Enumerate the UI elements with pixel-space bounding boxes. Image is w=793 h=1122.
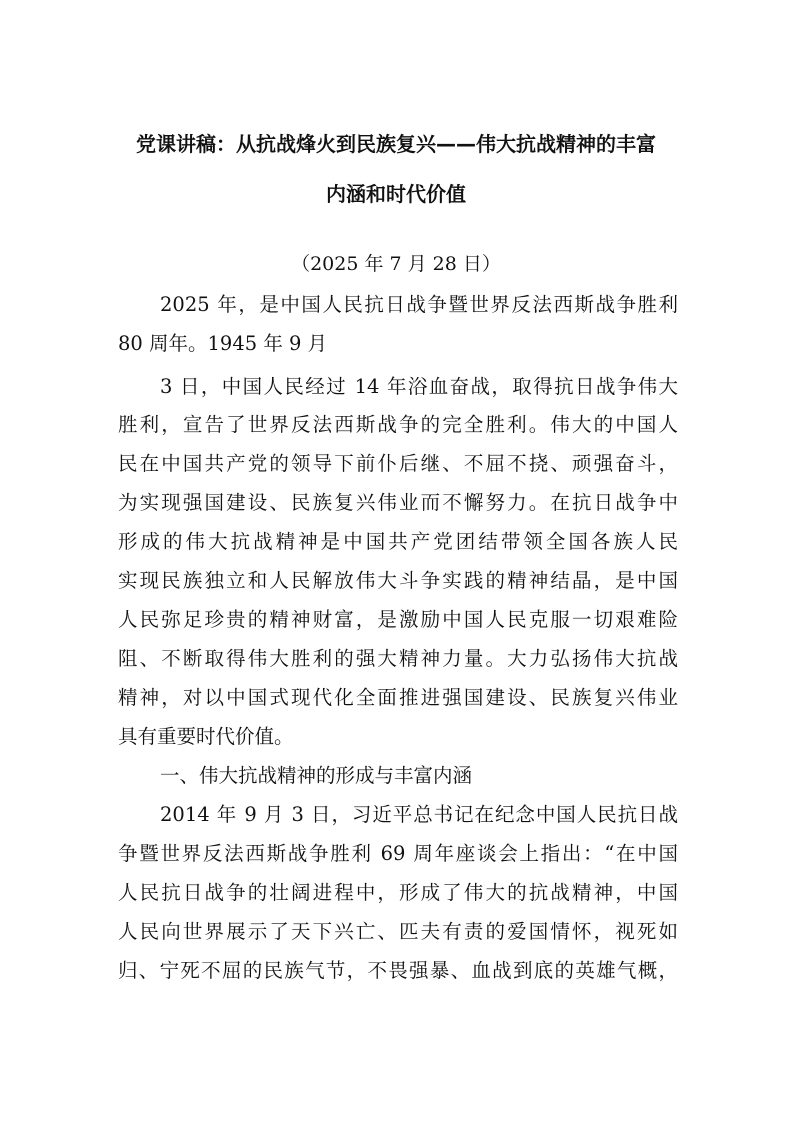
paragraph-line: 阻、不断取得伟大胜利的强大精神力量。大力弘扬伟大抗战 — [118, 647, 678, 670]
paragraph-line: 2014 年 9 月 3 日，习近平总书记在纪念中国人民抗日战 — [160, 803, 678, 826]
paragraph-line: 实现民族独立和人民解放伟大斗争实践的精神结晶，是中国 — [118, 569, 678, 592]
paragraph-line: 争暨世界反法西斯战争胜利 69 周年座谈会上指出：“在中国 — [118, 842, 678, 865]
paragraph-line: 2025 年，是中国人民抗日战争暨世界反法西斯战争胜利 — [160, 293, 678, 316]
paragraph-line: 为实现强国建设、民族复兴伟业而不懈努力。在抗日战争中 — [118, 491, 678, 514]
document-date: （2025 年 7 月 28 日） — [291, 253, 501, 275]
paragraph-line: 归、宁死不屈的民族气节，不畏强暴、血战到底的英雄气概， — [118, 959, 678, 982]
paragraph-line: 民在中国共产党的领导下前仆后继、不屈不挠、顽强奋斗， — [118, 452, 678, 475]
paragraph-line: 3 日，中国人民经过 14 年浴血奋战，取得抗日战争伟大 — [160, 375, 678, 398]
paragraph-line: 人民弥足珍贵的精神财富，是激励中国人民克服一切艰难险 — [118, 608, 678, 631]
document-title-line-2: 内涵和时代价值 — [326, 182, 466, 206]
paragraph-line: 形成的伟大抗战精神是中国共产党团结带领全国各族人民 — [118, 530, 678, 553]
paragraph-line: 胜利，宣告了世界反法西斯战争的完全胜利。伟大的中国人 — [118, 413, 678, 436]
paragraph-line: 具有重要时代价值。 — [118, 725, 294, 748]
section-heading: 一、伟大抗战精神的形成与丰富内涵 — [160, 764, 473, 787]
paragraph-line: 精神，对以中国式现代化全面推进强国建设、民族复兴伟业 — [118, 686, 678, 709]
paragraph-line: 80 周年。1945 年 9 月 — [118, 332, 328, 355]
paragraph-line: 人民抗日战争的壮阔进程中，形成了伟大的抗战精神，中国 — [118, 881, 678, 904]
document-title-line-1: 党课讲稿：从抗战烽火到民族复兴——伟大抗战精神的丰富 — [136, 132, 656, 156]
paragraph-line: 人民向世界展示了天下兴亡、匹夫有责的爱国情怀，视死如 — [118, 920, 678, 943]
